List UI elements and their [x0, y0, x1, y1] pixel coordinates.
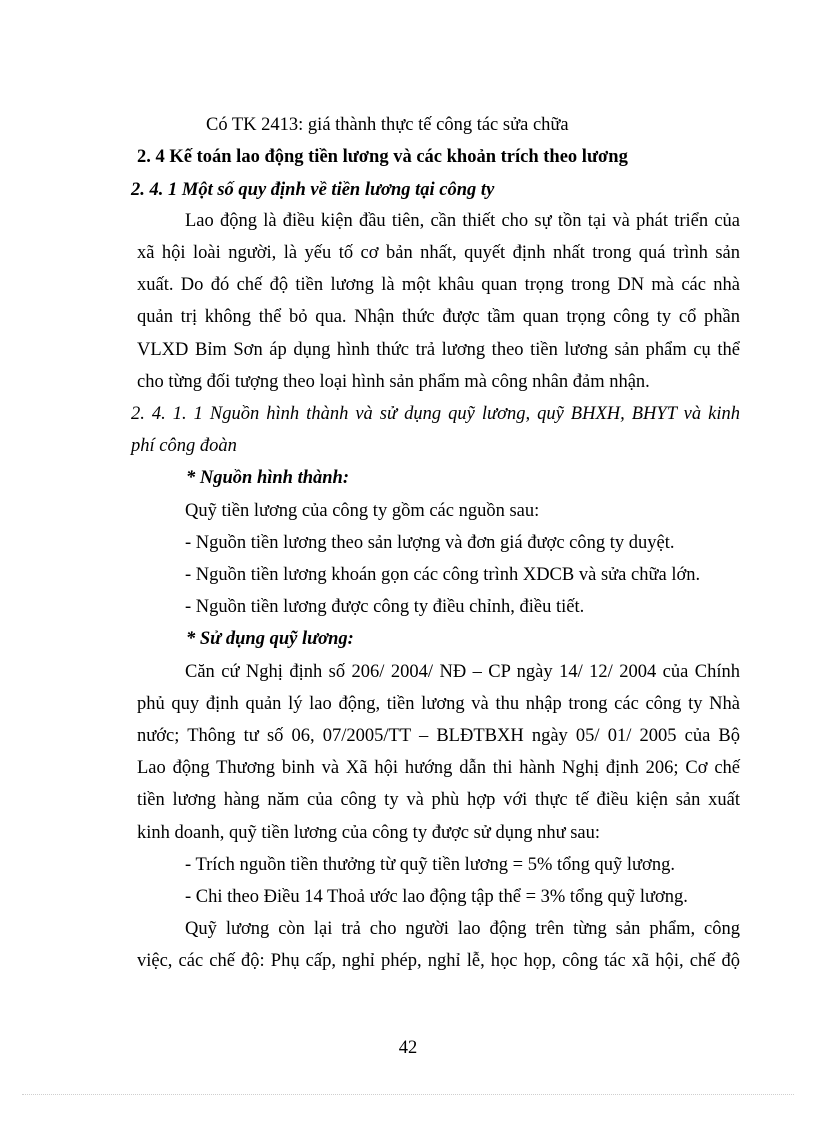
- list-item: - Nguồn tiền lương được công ty điều chỉnh, điều tiết.: [185, 597, 585, 617]
- list-item: - Trích nguồn tiền thưởng từ quỹ tiền lương = 5% tổng quỹ lương.: [185, 855, 675, 875]
- paragraph-line: xuất. Do đó chế độ tiền lương là một khâu quan trọng trong DN mà các nhà: [137, 275, 740, 295]
- paragraph-line: cho từng đối tượng theo loại hình sản phẩm mà công nhân đảm nhận.: [137, 372, 650, 392]
- list-item: - Chi theo Điều 14 Thoả ước lao động tập thể = 3% tổng quỹ lương.: [185, 887, 688, 907]
- paragraph-line: Quỹ lương còn lại trả cho người lao động trên từng sản phẩm, công: [185, 919, 740, 939]
- subsubsection-heading: 2. 4. 1. 1 Nguồn hình thành và sử dụng quỹ lương, quỹ BHXH, BHYT và kinh: [131, 404, 740, 424]
- paragraph-line: phủ quy định quản lý lao động, tiền lương và thu nhập trong các công ty Nhà: [137, 694, 740, 714]
- paragraph-line: quản trị không thể bỏ qua. Nhận thức được tầm quan trọng công ty cổ phần: [137, 307, 740, 327]
- subsubsection-heading-cont: phí công đoàn: [131, 436, 237, 456]
- paragraph-line: VLXD Bỉm Sơn áp dụng hình thức trả lương theo tiền lương sản phẩm cụ thể: [137, 340, 740, 360]
- paragraph-line: Lao động Thương binh và Xã hội hướng dẫn thi hành Nghị định 206; Cơ chế: [137, 758, 740, 778]
- bullet-heading: * Sử dụng quỹ lương:: [186, 629, 354, 649]
- paragraph-line: Căn cứ Nghị định số 206/ 2004/ NĐ – CP ngày 14/ 12/ 2004 của Chính: [185, 662, 740, 682]
- page-number: 42: [398, 1038, 418, 1058]
- paragraph-line: tiền lương hàng năm của công ty và phù hợp với thực tế điều kiện sản xuất: [137, 790, 740, 810]
- paragraph-line: Lao động là điều kiện đầu tiên, cần thiết cho sự tồn tại và phát triển của: [185, 211, 740, 231]
- subsection-heading: 2. 4. 1 Một số quy định về tiền lương tại công ty: [131, 180, 495, 200]
- list-item: - Nguồn tiền lương theo sản lượng và đơn giá được công ty duyệt.: [185, 533, 675, 553]
- text-line: Quỹ tiền lương của công ty gồm các nguồn sau:: [185, 501, 540, 521]
- text-line: Có TK 2413: giá thành thực tế công tác sửa chữa: [206, 115, 569, 135]
- footer-divider: [22, 1094, 794, 1095]
- section-heading: 2. 4 Kế toán lao động tiền lương và các khoản trích theo lương: [137, 147, 628, 167]
- list-item: - Nguồn tiền lương khoán gọn các công trình XDCB và sửa chữa lớn.: [185, 565, 701, 585]
- paragraph-line: xã hội loài người, là yếu tố cơ bản nhất, quyết định nhất trong quá trình sản: [137, 243, 740, 263]
- paragraph-line: kinh doanh, quỹ tiền lương của công ty được sử dụng như sau:: [137, 823, 601, 843]
- paragraph-line: việc, các chế độ: Phụ cấp, nghỉ phép, nghỉ lễ, học họp, công tác xã hội, chế độ: [137, 951, 740, 971]
- paragraph-line: nước; Thông tư số 06, 07/2005/TT – BLĐTBXH ngày 05/ 01/ 2005 của Bộ: [137, 726, 740, 746]
- bullet-heading: * Nguồn hình thành:: [186, 468, 349, 488]
